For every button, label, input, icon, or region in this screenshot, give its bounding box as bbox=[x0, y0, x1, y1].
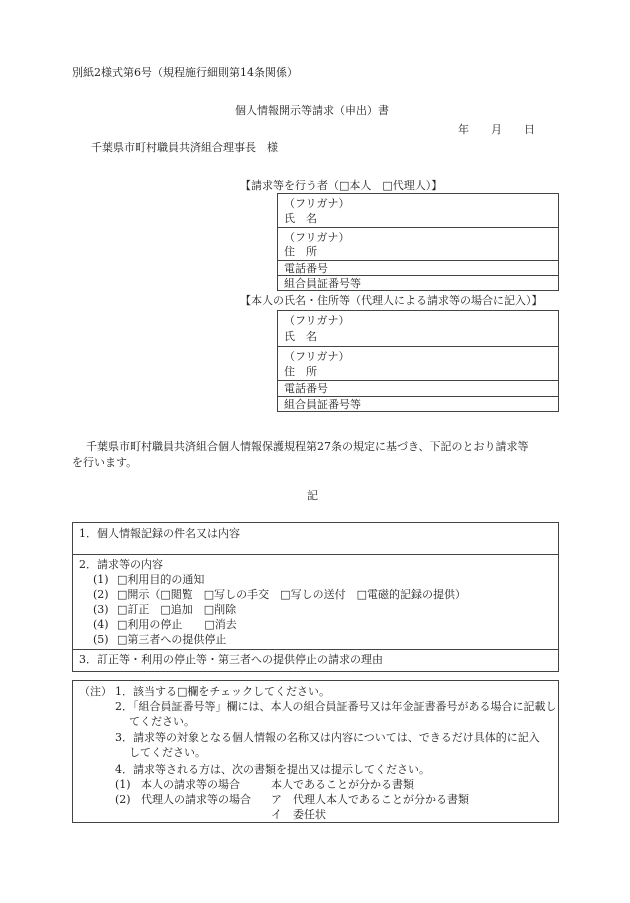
note-1: 1．該当する□欄をチェックしてください。 bbox=[115, 685, 331, 698]
furigana-label: （フリガナ） bbox=[284, 197, 350, 210]
option-3-number: (3) bbox=[93, 603, 109, 616]
section-record-subject[interactable] bbox=[73, 523, 558, 555]
section-1-label: 1．個人情報記録の件名又は内容 bbox=[79, 527, 240, 540]
principal-phone-row[interactable] bbox=[278, 381, 558, 397]
date-line: 年 月 日 bbox=[458, 123, 535, 136]
member-id-label: 組合員証番号等 bbox=[284, 277, 361, 290]
note-4: 4．請求等される方は、次の書類を提出又は提示してください。 bbox=[115, 763, 430, 776]
page-title: 個人情報開示等請求（申出）書 bbox=[235, 104, 389, 117]
requester-address-row[interactable] bbox=[278, 228, 558, 261]
requester-phone-row[interactable] bbox=[278, 261, 558, 276]
principal-name-row[interactable] bbox=[278, 311, 558, 347]
request-details-table bbox=[72, 522, 559, 672]
principal-address-row[interactable] bbox=[278, 347, 558, 381]
section-2-label: 2．請求等の内容 bbox=[79, 558, 163, 571]
option-5-number: (5) bbox=[93, 633, 109, 646]
option-1-usage-purpose[interactable]: □利用目的の通知 bbox=[117, 573, 205, 586]
doc-2-document-b: イ 委任状 bbox=[271, 808, 326, 821]
principal-table bbox=[277, 310, 559, 412]
address-label: 住 所 bbox=[284, 245, 317, 258]
doc-2-case: 代理人の請求等の場合 bbox=[141, 793, 251, 806]
addressee: 千葉県市町村職員共済組合理事長 様 bbox=[91, 141, 278, 154]
option-3-correction[interactable]: □訂正 □追加 □削除 bbox=[117, 603, 237, 616]
note-3-line-2: してください。 bbox=[129, 746, 206, 759]
section-request-content bbox=[73, 555, 558, 650]
furigana-label: （フリガナ） bbox=[284, 350, 350, 363]
option-4-number: (4) bbox=[93, 618, 109, 631]
body-text-line-2: を行います。 bbox=[72, 456, 138, 469]
address-label: 住 所 bbox=[284, 365, 317, 378]
doc-1-document: 本人であることが分かる書類 bbox=[271, 778, 414, 791]
phone-label: 電話番号 bbox=[284, 262, 328, 275]
principal-heading: 【本人の氏名・住所等（代理人による請求等の場合に記入）】 bbox=[240, 294, 543, 307]
option-2-number: (2) bbox=[93, 588, 109, 601]
note-3-line-1: 3．請求等の対象となる個人情報の名称又は内容については、できるだけ具体的に記入 bbox=[115, 731, 540, 744]
option-2-disclosure[interactable]: □開示（□閲覧 □写しの手交 □写しの送付 □電磁的記録の提供） bbox=[117, 588, 466, 601]
note-2-line-2: てください。 bbox=[129, 715, 195, 728]
requester-table bbox=[277, 193, 559, 291]
ki-heading: 記 bbox=[307, 489, 318, 502]
body-text-line-1: 千葉県市町村職員共済組合個人情報保護規程第27条の規定に基づき、下記のとおり請求等 bbox=[86, 440, 529, 453]
doc-2-document-a: ア 代理人本人であることが分かる書類 bbox=[271, 793, 469, 806]
notes-box bbox=[72, 680, 559, 823]
principal-member-id-row[interactable] bbox=[278, 397, 558, 412]
form-reference: 別紙2様式第6号（規程施行細則第14条関係） bbox=[72, 66, 298, 79]
member-id-label: 組合員証番号等 bbox=[284, 398, 361, 411]
notes-label: （注） bbox=[79, 685, 112, 698]
furigana-label: （フリガナ） bbox=[284, 314, 350, 327]
option-4-stop-use[interactable]: □利用の停止 □消去 bbox=[117, 618, 237, 631]
doc-2-number: (2) bbox=[115, 793, 131, 806]
phone-label: 電話番号 bbox=[284, 382, 328, 395]
doc-1-number: (1) bbox=[115, 778, 131, 791]
requester-name-row[interactable] bbox=[278, 194, 558, 228]
section-reason[interactable] bbox=[73, 650, 558, 672]
note-2-line-1: 2．「組合員証番号等」欄には、本人の組合員証番号又は年金証書番号がある場合に記載し bbox=[115, 700, 557, 713]
option-1-number: (1) bbox=[93, 573, 109, 586]
name-label: 氏 名 bbox=[284, 330, 317, 343]
requester-member-id-row[interactable] bbox=[278, 276, 558, 291]
requester-heading: 【請求等を行う者（□本人 □代理人）】 bbox=[240, 179, 443, 192]
section-3-label: 3．訂正等・利用の停止等・第三者への提供停止の請求の理由 bbox=[79, 653, 383, 666]
furigana-label: （フリガナ） bbox=[284, 231, 350, 244]
name-label: 氏 名 bbox=[284, 212, 317, 225]
doc-1-case: 本人の請求等の場合 bbox=[141, 778, 240, 791]
option-5-third-party[interactable]: □第三者への提供停止 bbox=[117, 633, 227, 646]
